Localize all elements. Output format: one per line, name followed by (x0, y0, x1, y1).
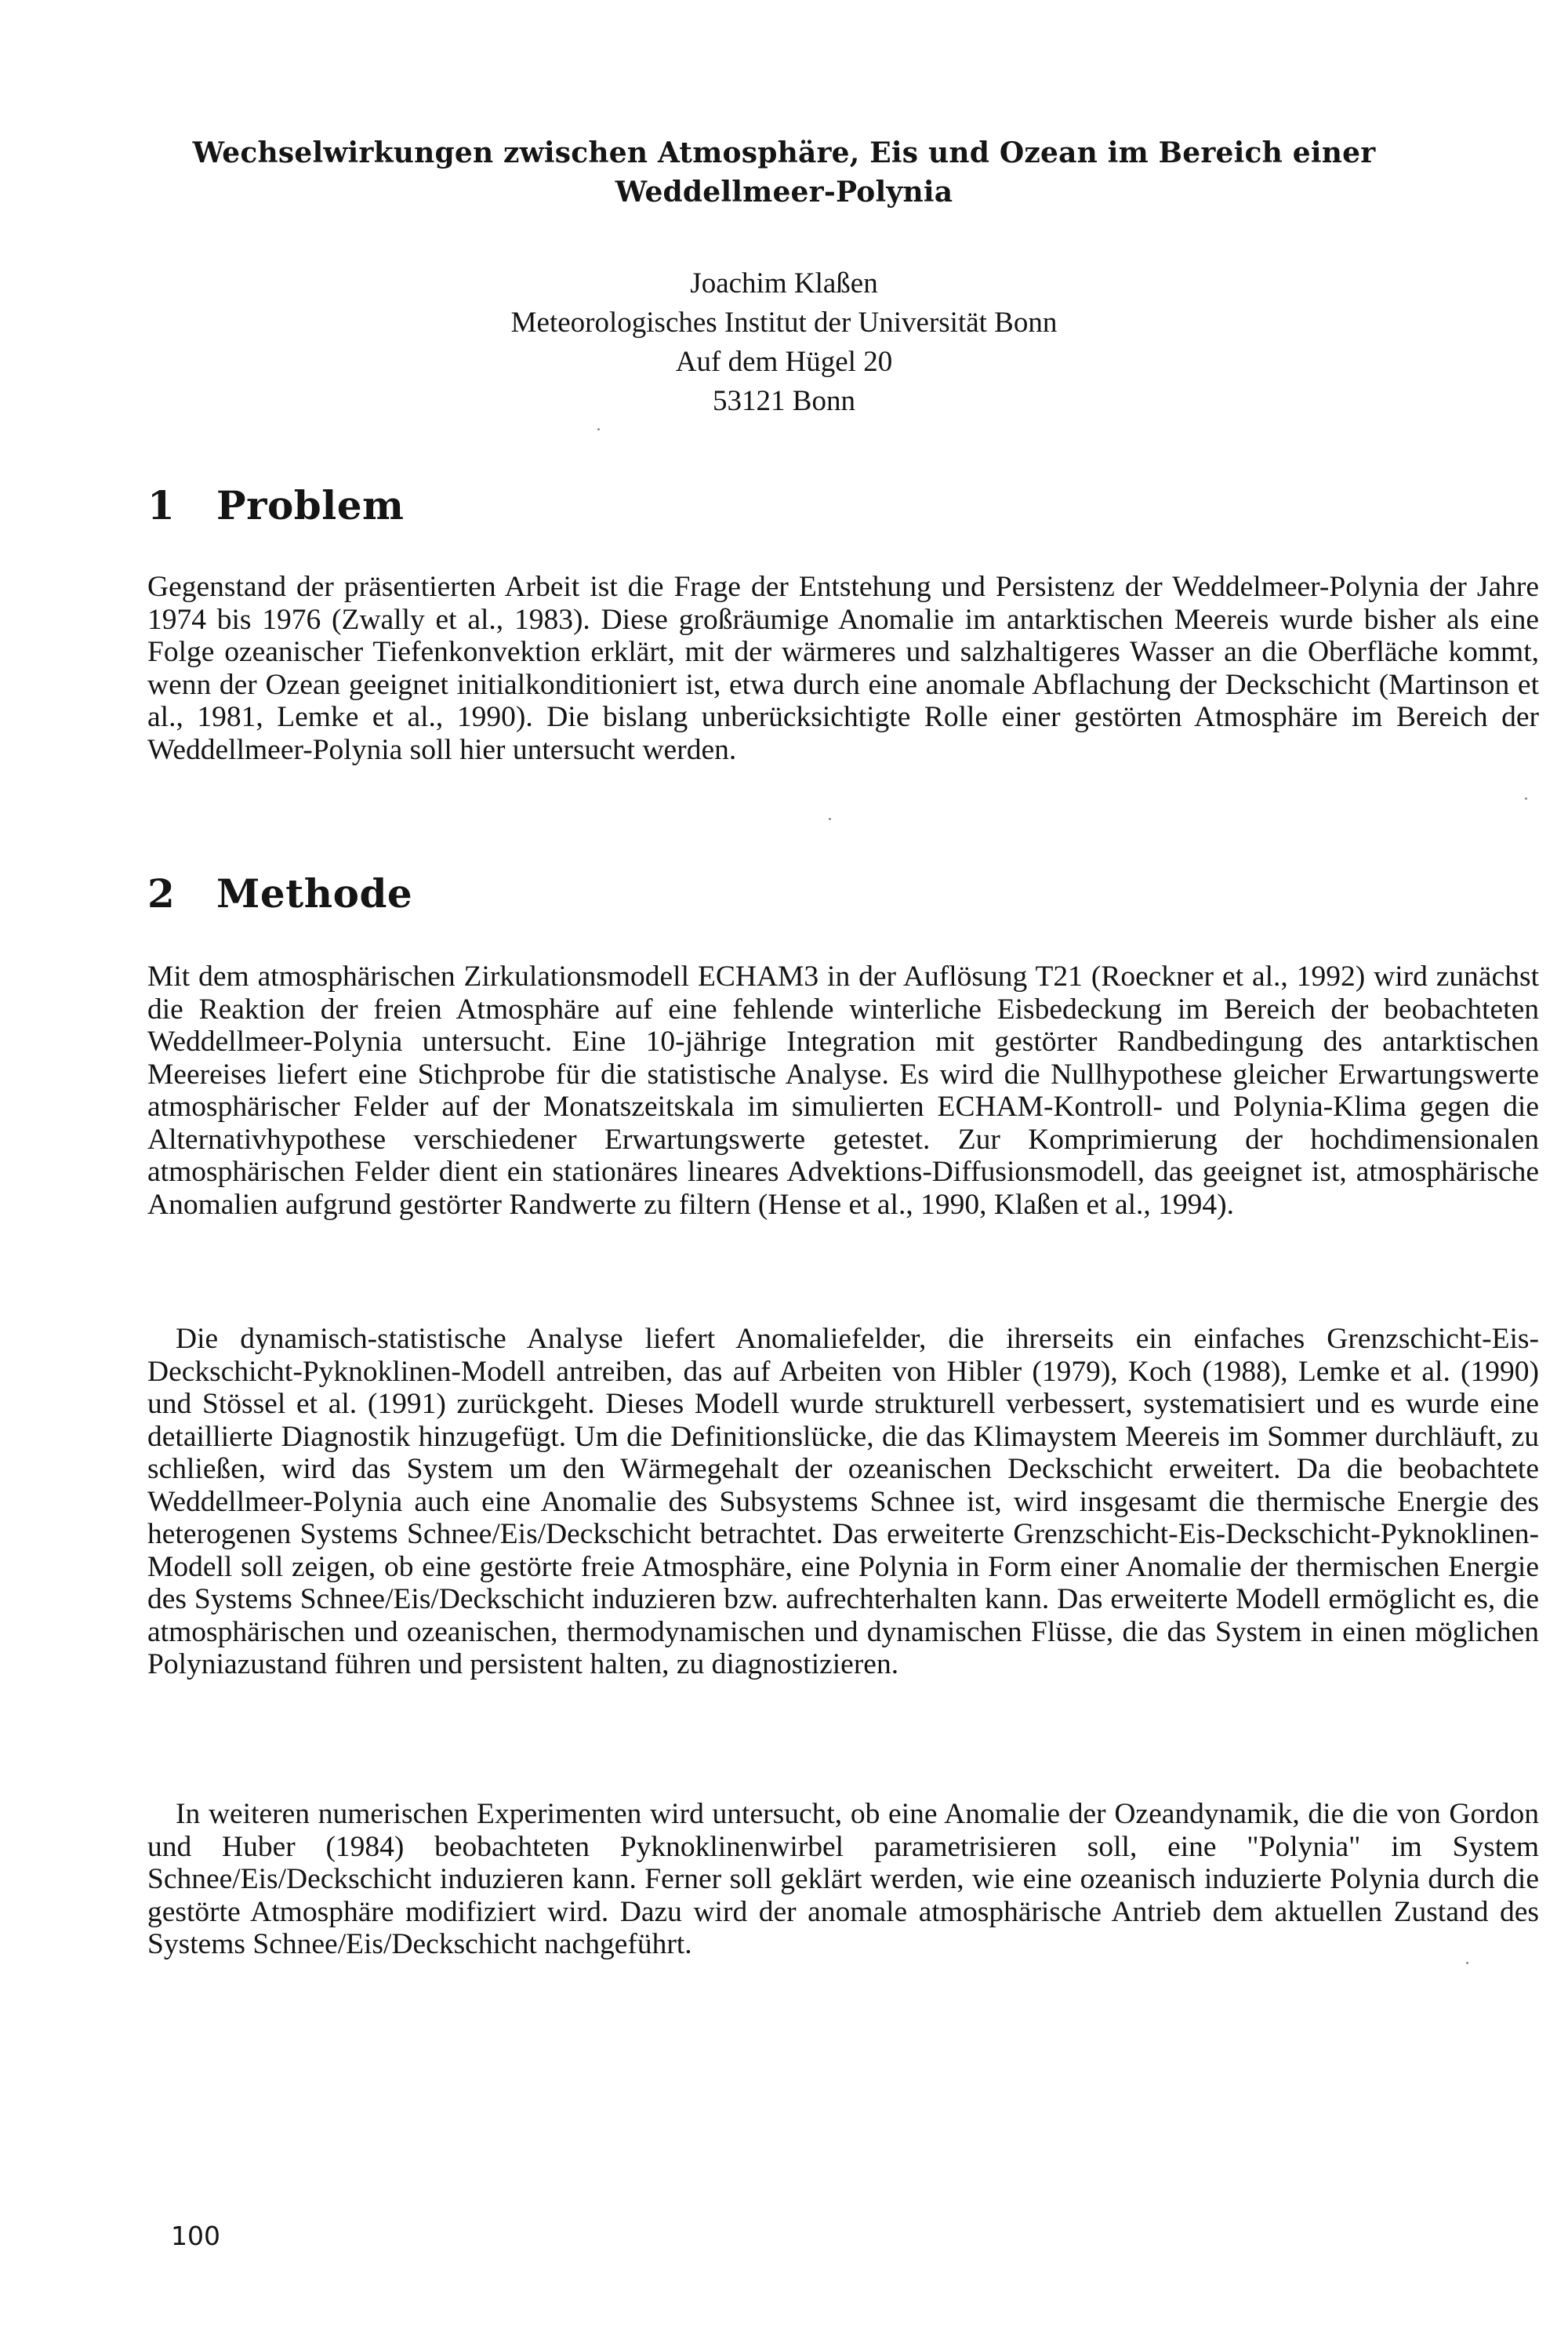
title-line-2: Weddellmeer-Polynia (615, 176, 953, 209)
scan-speck (1466, 1962, 1468, 1964)
scan-speck (829, 818, 831, 820)
paragraph-problem: Gegenstand der präsentierten Arbeit ist die Frage der Entstehung und Persistenz der Weddelmeer-Polynia der Jahre 1974 bis 1976 (Zwally et al., 1983). Diese großräumige Anomalie im antarktischen Meereis wurde bisher als eine Folge ozeanischer Tiefenkonvektion erklärt, mit der wärmeres und salzhaltigeres Wasser an die Oberfläche kommt, wenn der Ozean geeignet initialkonditioniert ist, etwa durch eine anomale Abflachung der Deckschicht (Martinson et al., 1981, Lemke et al., 1990). Die bislang unberücksichtigte Rolle einer gestörten Atmosphäre im Bereich der Weddellmeer-Polynia soll hier untersucht werden. (147, 571, 1539, 766)
scan-speck (597, 428, 600, 430)
author-name: Joachim Klaßen (690, 267, 878, 300)
author-city: 53121 Bonn (713, 385, 855, 417)
paragraph-methode-1: Mit dem atmosphärischen Zirkulationsmodell ECHAM3 in der Auflösung T21 (Roeckner et al., 1992) wird zunächst die Reaktion der freien Atmosphäre auf eine fehlende winterliche Eisbedeckung im Bereich der beobachteten Weddellmeer-Polynia untersucht. Eine 10-jährige Integration mit gestörter Randbedingung des antarktischen Meereises liefert eine Stichprobe für die statistische Analyse. Es wird die Nullhypothese gleicher Erwartungswerte atmosphärischer Felder auf der Monatszeitskala im simulierten ECHAM-Kontroll- und Polynia-Klima gegen die Alternativhypothese verschiedener Erwartungswerte getestet. Zur Komprimierung der hochdimensionalen atmosphärischen Felder dient ein stationäres lineares Advektions-Diffusionsmodell, das geeignet ist, atmosphärische Anomalien aufgrund gestörter Randwerte zu filtern (Hense et al., 1990, Klaßen et al., 1994). (147, 961, 1539, 1221)
author-street: Auf dem Hügel 20 (675, 346, 893, 378)
section-title: Problem (216, 482, 405, 528)
paper-title (0, 133, 1568, 212)
scan-speck (1525, 797, 1527, 800)
title-line-1: Wechselwirkungen zwischen Atmosphäre, Eis und Ozean im Bereich einer (192, 136, 1376, 169)
section-heading-methode (147, 870, 412, 917)
page-number: 100 (171, 2221, 220, 2251)
section-title: Methode (216, 870, 413, 917)
section-heading-problem (147, 482, 404, 529)
paragraph-methode-3: In weiteren numerischen Experimenten wird untersucht, ob eine Anomalie der Ozeandynamik, die die von Gordon und Huber (1984) beobachteten Pyknoklinenwirbel parametrisieren soll, eine "Polynia" im System Schnee/Eis/Deckschicht induzieren kann. Ferner soll geklärt werden, wie eine ozeanisch induzierte Polynia durch die gestörte Atmosphäre modifiziert wird. Dazu wird der anomale atmosphärische Antrieb dem aktuellen Zustand des Systems Schnee/Eis/Deckschicht nachgeführt. (147, 1798, 1539, 1960)
author-block (0, 264, 1568, 421)
section-number: 2 (147, 870, 176, 917)
section-number: 1 (147, 482, 176, 528)
author-institution: Meteorologisches Institut der Universität Bonn (510, 307, 1058, 339)
paragraph-methode-2: Die dynamisch-statistische Analyse liefert Anomaliefelder, die ihrerseits ein einfaches Grenzschicht-Eis-Deckschicht-Pyknoklinen-Modell antreiben, das auf Arbeiten von Hibler (1979), Koch (1988), Lemke et al. (1990) und Stössel et al. (1991) zurückgeht. Dieses Modell wurde strukturell verbessert, systematisiert und es wurde eine detaillierte Diagnostik hinzugefügt. Um die Definitionslücke, die das Klimaystem Meereis im Sommer durchläuft, zu schließen, wird das System um den Wärmegehalt der ozeanischen Deckschicht erweitert. Da die beobachtete Weddellmeer-Polynia auch eine Anomalie des Subsystems Schnee ist, wird insgesamt die thermische Energie des heterogenen Systems Schnee/Eis/Deckschicht betrachtet. Das erweiterte Grenzschicht-Eis-Deckschicht-Pyknoklinen-Modell soll zeigen, ob eine gestörte freie Atmosphäre, eine Polynia in Form einer Anomalie der thermischen Energie des Systems Schnee/Eis/Deckschicht induzieren bzw. aufrechterhalten kann. Das erweiterte Modell ermöglicht es, die atmosphärischen und ozeanischen, thermodynamischen und dynamischen Flüsse, die das System in einen möglichen Polyniazustand führen und persistent halten, zu diagnostizieren. (147, 1323, 1539, 1680)
